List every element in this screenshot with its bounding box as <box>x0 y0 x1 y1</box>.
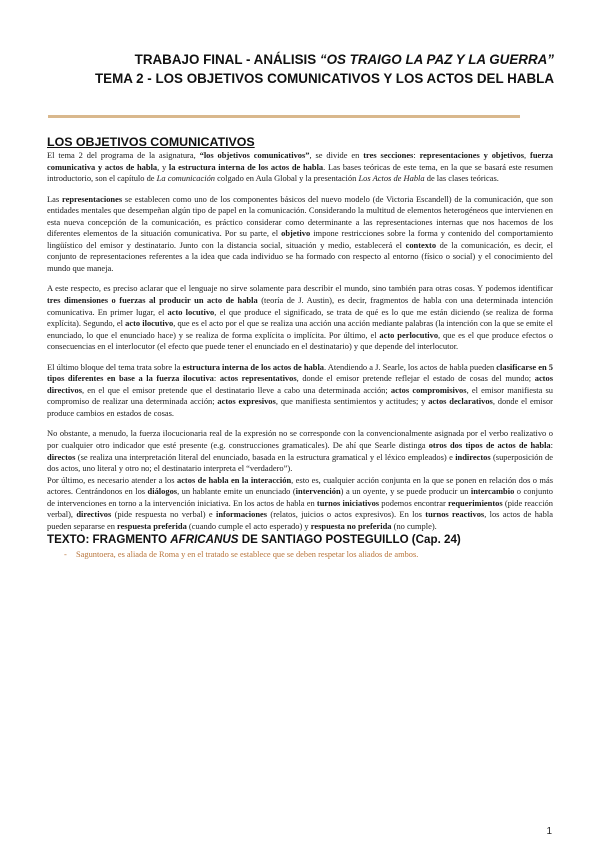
paragraph-3: A este respecto, es preciso aclarar que el lenguaje no sirve solamente para describir el mundo, sino también para otras cosas. Y podemos identificar tres dimensiones o fuerzas al producir un acto de habla (teoría de J. Austin), es decir, fragmentos de habla con una determinada intención comunicativa. En primer lugar, el acto locutivo, el que produce el significado, se trata de qué es lo que me están diciendo (se realiza de forma explícita). Segundo, el acto ilocutivo, que es el acto por el que se realiza una acción una acción mediante palabras (la intención con la que se emite el enunciado, lo que el enunciado hace) y se realiza de forma explícita o implícita. Por último, el acto perlocutivo, que es el que produce efectos o consecuencias en el interlocutor (el efecto que puede tener el enunciado en el destinatario) y que depende del interlocutor. <box>47 283 553 352</box>
paragraph-4: El último bloque del tema trata sobre la estructura interna de los actos de habla. Atendiendo a J. Searle, los actos de habla pueden clasificarse en 5 tipos diferentes en base a la fuerza ilocutiva: actos representativos, donde el emisor pretende reflejar el estado de cosas del mundo; actos directivos, en el que el emisor pretende que el destinatario lleve a cabo una determinada acción; actos compromisivos, el emisor manifiesta su compromiso de realizar una determinada acción; actos expresivos, que manifiesta sentimientos y actitudes; y actos declarativos, donde el emisor produce cambios en estados de cosas. <box>47 361 553 418</box>
paragraph-6: Por último, es necesario atender a los actos de habla en la interacción, esto es, cualquier acción conjunta en la que se ponen en relación dos o más actores. Centrándonos en los diálogos, un hablante emite un enunciado (intervención) a un oyente, y se puede producir un intercambio o conjunto de intervenciones en torno a la intervención iniciativa. En los actos de habla en turnos iniciativos podemos encontrar requerimientos (pide reacción verbal), directivos (pide respuesta no verbal) e informaciones (relatos, juicios o actos expresivos). En los turnos reactivos, los actos de habla pueden separarse en respuesta preferida (cuando cumple el acto esperado) y respuesta no preferida (no cumple). <box>47 474 553 531</box>
paragraph-2: Las representaciones se establecen como uno de los componentes básicos del nuevo modelo (de Victoria Escandell) de la comunicación, que son entidades mentales que desempeñan algún tipo de papel en la comunicación. Considerando la multitud de elementos heterogéneos que intervienen en esta nueva concepción de la comunicación, es práctico considerar como determinante a las representaciones internas que nos hacemos de los diferentes elementos de la situación comunicativa. Por su parte, el objetivo impone restricciones sobre la forma y contenido del comportamiento lingüístico del emisor y destinatario. Junto con la distancia social, situación y medio, establecerá el contexto de la comunicación, es decir, el conjunto de representaciones referentes a la idea que cada individuo se ha formado con respecto al entorno (físico o social) y el conocimiento del mundo que maneja. <box>47 193 553 273</box>
document-body <box>47 134 553 560</box>
paragraph-5: No obstante, a menudo, la fuerza ilocucionaria real de la expresión no se corresponde con la convencionalmente asignada por el verbo realizativo o por cualquier otro indicador que esté presente (e.g. construcciones gramaticales). De ahí que Searle distinga otros dos tipos de actos de habla: directos (se realiza una interpretación literal del enunciado, basada en la estructura gramatical y el léxico empleados) e indirectos (superposición de dos actos, uno literal y otro no; el destinatario interpreta el “verdadero”). <box>47 428 554 474</box>
bullet-text: Saguntoera, es aliada de Roma y en el tratado se establece que se deben respetar los aliados de ambos. <box>76 550 419 560</box>
work-title: “OS TRAIGO LA PAZ Y LA GUERRA” <box>319 52 554 67</box>
text-section-title: TEXTO: FRAGMENTO AFRICANUS DE SANTIAGO POSTEGUILLO (Cap. 24) <box>47 533 461 547</box>
header-line-2: TEMA 2 - LOS OBJETIVOS COMUNICATIVOS Y LOS ACTOS DEL HABLA <box>94 71 554 86</box>
document-header <box>95 50 554 88</box>
header-divider <box>48 115 520 118</box>
header-line-1: TRABAJO FINAL - ANÁLISIS “OS TRAIGO LA PAZ Y LA GUERRA” <box>134 52 554 67</box>
page-number: 1 <box>546 826 552 837</box>
section-title: LOS OBJETIVOS COMUNICATIVOS <box>47 135 255 149</box>
paragraph-1: El tema 2 del programa de la asignatura, “los objetivos comunicativos”, se divide en tres secciones: representaciones y objetivos, fuerza comunicativa y actos de habla, y la estructura interna de los actos de habla. Las bases teóricas de este tema, en la que se basará este resumen introductorio, son el capítulo de La comunicación colgado en Aula Global y la presentación Los Actos de Habla de las clases teóricas. <box>47 150 554 184</box>
bullet-item <box>64 549 553 560</box>
bullet-dash: - <box>64 550 67 560</box>
